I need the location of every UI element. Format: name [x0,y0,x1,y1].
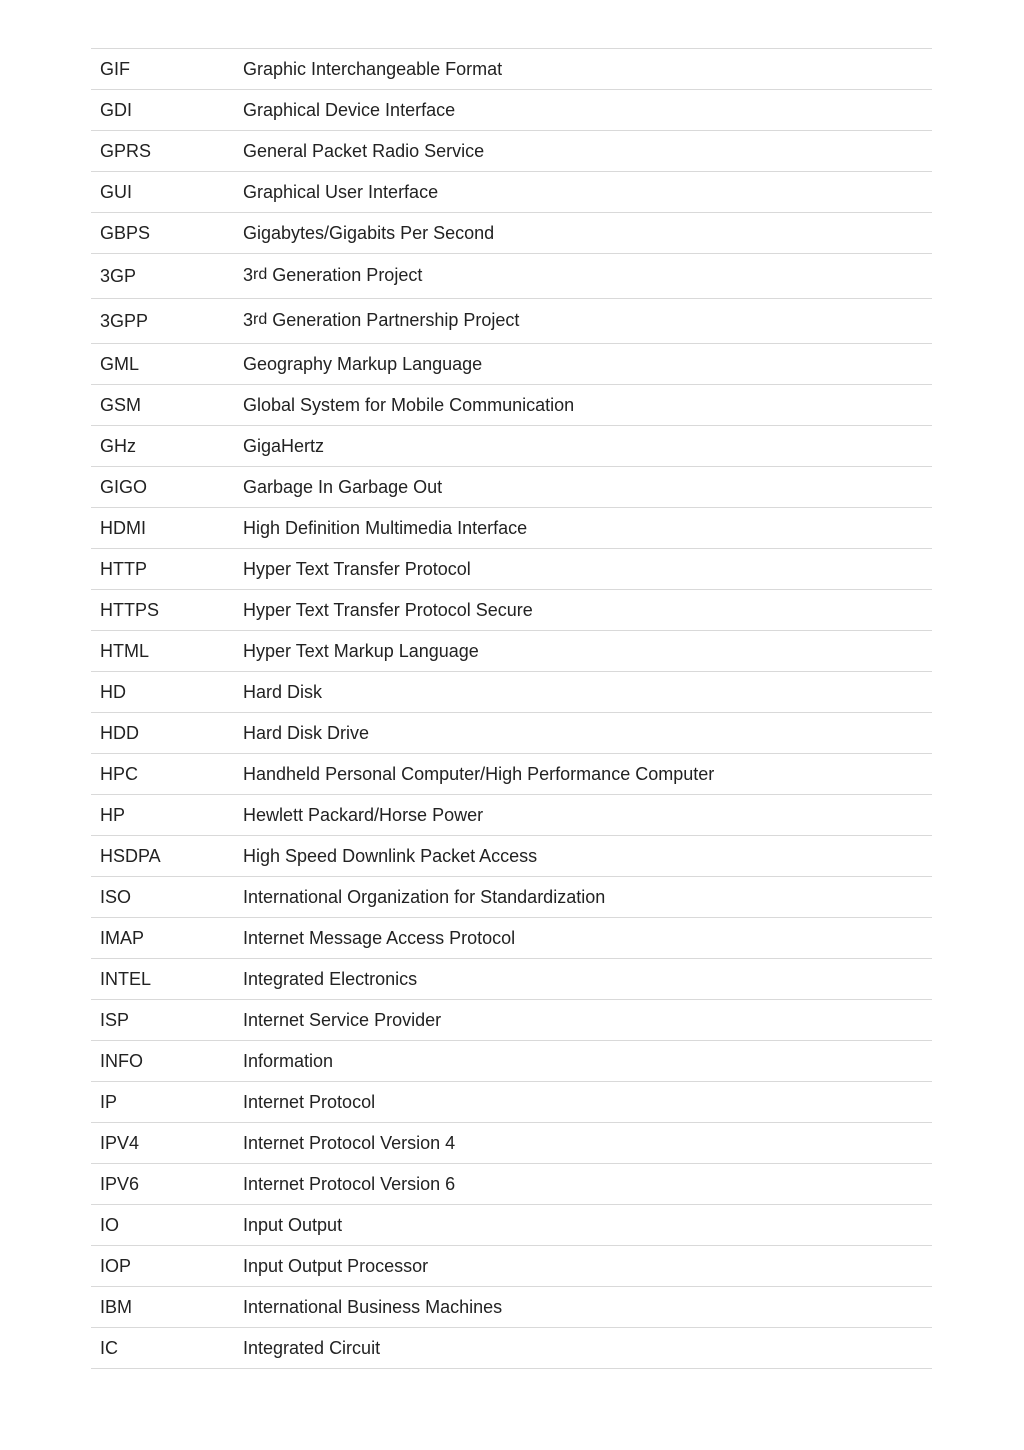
definition-cell: Integrated Electronics [233,959,932,1000]
definition-cell: High Definition Multimedia Interface [233,508,932,549]
abbreviation-cell: GHz [91,426,233,467]
abbreviation-cell: GSM [91,385,233,426]
table-row [91,836,932,877]
table-row [91,959,932,1000]
abbreviation-cell: HTTPS [91,590,233,631]
definition-cell: Internet Protocol [233,1082,932,1123]
abbreviation-cell: HPC [91,754,233,795]
table-row [91,795,932,836]
definition-cell: Hard Disk Drive [233,713,932,754]
table-row [91,1041,932,1082]
abbreviation-cell: HTML [91,631,233,672]
abbreviation-cell: GIGO [91,467,233,508]
table-row [91,1328,932,1369]
table-row [91,508,932,549]
definition-cell [233,254,932,299]
abbreviation-cell: ISO [91,877,233,918]
table-row [91,1287,932,1328]
abbreviation-cell: HDMI [91,508,233,549]
table-row [91,426,932,467]
definition-cell [233,299,932,344]
table-row [91,713,932,754]
definition-cell: Hard Disk [233,672,932,713]
definition-cell: GigaHertz [233,426,932,467]
definition-cell: High Speed Downlink Packet Access [233,836,932,877]
table-row [91,1205,932,1246]
definition-cell: Gigabytes/Gigabits Per Second [233,213,932,254]
abbreviation-cell: IO [91,1205,233,1246]
table-row [91,254,932,299]
table-row [91,213,932,254]
abbreviation-cell: GML [91,344,233,385]
table-row [91,299,932,344]
abbreviation-cell: GDI [91,90,233,131]
definition-cell: Hyper Text Transfer Protocol [233,549,932,590]
definition-cell: Internet Service Provider [233,1000,932,1041]
definition-cell: Integrated Circuit [233,1328,932,1369]
definition-text: Generation Partnership Project [267,310,520,330]
abbreviation-cell: 3GPP [91,299,233,344]
definition-cell: Global System for Mobile Communication [233,385,932,426]
definition-text: Generation Project [267,265,423,285]
abbreviation-cell: HD [91,672,233,713]
abbreviation-cell: INTEL [91,959,233,1000]
abbreviation-cell: GBPS [91,213,233,254]
abbreviation-cell: IPV4 [91,1123,233,1164]
abbreviation-cell: HTTP [91,549,233,590]
definition-cell: International Organization for Standardization [233,877,932,918]
table-row [91,172,932,213]
table-row [91,131,932,172]
table-row [91,754,932,795]
abbreviation-cell: IBM [91,1287,233,1328]
abbreviation-cell: IC [91,1328,233,1369]
table-row [91,344,932,385]
abbreviation-cell: ISP [91,1000,233,1041]
table-row [91,1000,932,1041]
table-row [91,90,932,131]
table-row [91,467,932,508]
definition-cell: Graphical Device Interface [233,90,932,131]
table-row [91,385,932,426]
definition-cell: Input Output Processor [233,1246,932,1287]
table-row [91,1246,932,1287]
table-row [91,1123,932,1164]
definition-cell: Information [233,1041,932,1082]
abbreviation-cell: IMAP [91,918,233,959]
definition-cell: Geography Markup Language [233,344,932,385]
table-row [91,631,932,672]
table-row [91,590,932,631]
table-row [91,1164,932,1205]
table-row [91,49,932,90]
ordinal-superscript: rd [253,311,268,328]
definition-cell: Graphic Interchangeable Format [233,49,932,90]
abbreviation-table [91,48,932,1369]
definition-cell: International Business Machines [233,1287,932,1328]
definition-cell: Graphical User Interface [233,172,932,213]
document-page [91,48,932,1369]
table-row [91,1082,932,1123]
abbreviation-cell: GPRS [91,131,233,172]
definition-cell: Hewlett Packard/Horse Power [233,795,932,836]
definition-cell: General Packet Radio Service [233,131,932,172]
abbreviation-cell: 3GP [91,254,233,299]
definition-cell: Hyper Text Transfer Protocol Secure [233,590,932,631]
definition-cell: Garbage In Garbage Out [233,467,932,508]
definition-cell: Input Output [233,1205,932,1246]
abbreviation-cell: HDD [91,713,233,754]
abbreviation-cell: HP [91,795,233,836]
definition-cell: Internet Protocol Version 4 [233,1123,932,1164]
abbreviation-cell: HSDPA [91,836,233,877]
abbreviation-cell: IP [91,1082,233,1123]
abbreviation-cell: GUI [91,172,233,213]
definition-prefix: 3 [243,265,254,285]
abbreviation-cell: IPV6 [91,1164,233,1205]
abbreviation-cell: GIF [91,49,233,90]
abbreviation-cell: INFO [91,1041,233,1082]
definition-cell: Internet Protocol Version 6 [233,1164,932,1205]
table-row [91,549,932,590]
definition-cell: Hyper Text Markup Language [233,631,932,672]
definition-prefix: 3 [243,310,254,330]
abbreviation-cell: IOP [91,1246,233,1287]
definition-cell: Internet Message Access Protocol [233,918,932,959]
table-row [91,918,932,959]
table-row [91,877,932,918]
definition-cell: Handheld Personal Computer/High Performance Computer [233,754,932,795]
table-row [91,672,932,713]
ordinal-superscript: rd [253,266,268,283]
